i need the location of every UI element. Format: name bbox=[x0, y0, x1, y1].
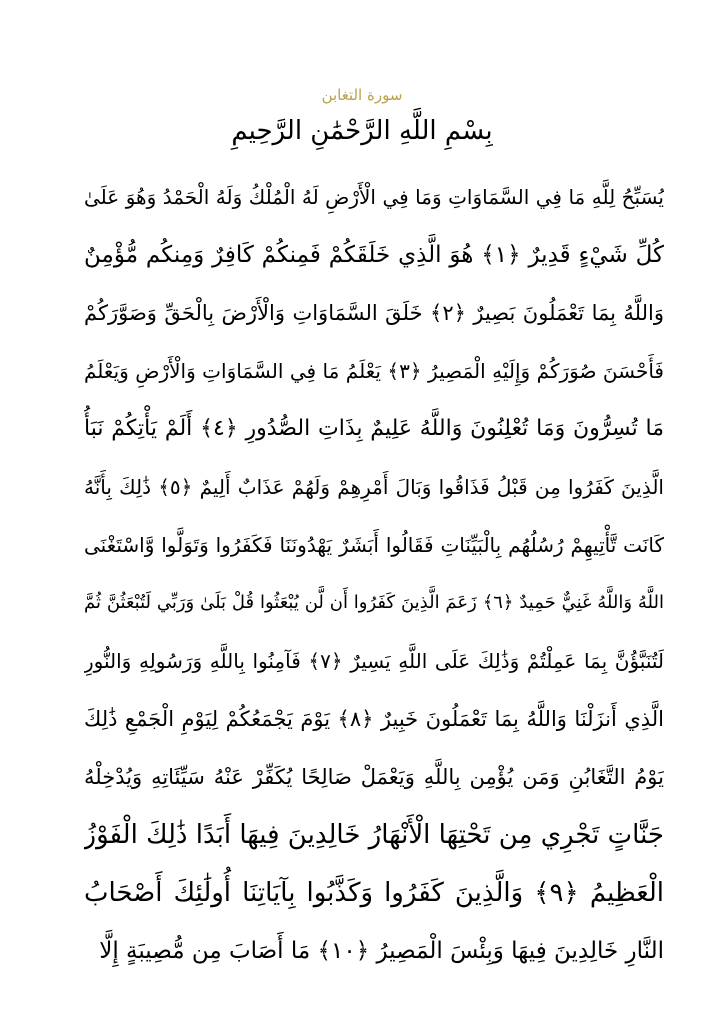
verse-line-2: كُلِّ شَيْءٍ قَدِيرٌ ﴿١﴾ هُوَ الَّذِي خَلَقَكُمْ فَمِنكُمْ كَافِرٌ وَمِنكُم مُّؤْمِنٌ bbox=[84, 242, 664, 268]
verse-line-9: لَتُنَبَّؤُنَّ بِمَا عَمِلْتُمْ وَذَٰلِكَ عَلَى اللَّهِ يَسِيرٌ ﴿٧﴾ فَآمِنُوا بِاللَّهِ وَرَسُولِهِ وَالنُّورِ bbox=[84, 649, 664, 673]
verse-line-6: الَّذِينَ كَفَرُوا مِن قَبْلُ فَذَاقُوا وَبَالَ أَمْرِهِمْ وَلَهُمْ عَذَابٌ أَلِيمٌ ﴿٥﴾ ذَٰلِكَ بِأَنَّهُ bbox=[84, 475, 664, 499]
verse-line-3: وَاللَّهُ بِمَا تَعْمَلُونَ بَصِيرٌ ﴿٢﴾ خَلَقَ السَّمَاوَاتِ وَالْأَرْضَ بِالْحَقِّ وَصَوَّرَكُمْ bbox=[84, 301, 664, 325]
verse-block bbox=[84, 168, 664, 980]
verse-line-14: النَّارِ خَالِدِينَ فِيهَا وَبِئْسَ الْمَصِيرُ ﴿١٠﴾ مَا أَصَابَ مِن مُّصِيبَةٍ إِلَّا bbox=[99, 938, 664, 964]
verse-line-10: الَّذِي أَنزَلْنَا وَاللَّهُ بِمَا تَعْمَلُونَ خَبِيرٌ ﴿٨﴾ يَوْمَ يَجْمَعُكُمْ لِيَوْمِ الْجَمْعِ ذَٰلِكَ bbox=[84, 707, 664, 731]
verse-line-4: فَأَحْسَنَ صُوَرَكُمْ وَإِلَيْهِ الْمَصِيرُ ﴿٣﴾ يَعْلَمُ مَا فِي السَّمَاوَاتِ وَالْأَرْضِ وَيَعْلَمُ bbox=[84, 359, 664, 383]
verse-line-7: كَانَت تَّأْتِيهِمْ رُسُلُهُم بِالْبَيِّنَاتِ فَقَالُوا أَبَشَرٌ يَهْدُونَنَا فَكَفَرُوا وَتَوَلَّوا وَّاسْتَغْنَى bbox=[84, 533, 664, 557]
basmala: بِسْمِ اللَّهِ الرَّحْمَٰنِ الرَّحِيمِ bbox=[231, 116, 493, 146]
verse-line-8: اللَّهُ وَاللَّهُ غَنِيٌّ حَمِيدٌ ﴿٦﴾ زَعَمَ الَّذِينَ كَفَرُوا أَن لَّن يُبْعَثُوا قُلْ بَلَىٰ وَرَبِّي لَتُبْعَثُنَّ ثُمَّ bbox=[84, 592, 664, 613]
verse-line-1: يُسَبِّحُ لِلَّهِ مَا فِي السَّمَاوَاتِ وَمَا فِي الْأَرْضِ لَهُ الْمُلْكُ وَلَهُ الْحَمْدُ وَهُوَ عَلَىٰ bbox=[84, 185, 664, 209]
verse-line-5: مَا تُسِرُّونَ وَمَا تُعْلِنُونَ وَاللَّهُ عَلِيمٌ بِذَاتِ الصُّدُورِ ﴿٤﴾ أَلَمْ يَأْتِكُمْ نَبَأُ bbox=[84, 416, 664, 441]
verse-line-12: جَنَّاتٍ تَجْرِي مِن تَحْتِهَا الْأَنْهَارُ خَالِدِينَ فِيهَا أَبَدًا ذَٰلِكَ الْفَوْزُ bbox=[84, 820, 664, 850]
surah-title: سورة التغابن bbox=[321, 86, 403, 104]
verse-line-11: يَوْمُ التَّغَابُنِ وَمَن يُؤْمِن بِاللَّهِ وَيَعْمَلْ صَالِحًا يُكَفِّرْ عَنْهُ سَيِّئَاتِهِ وَيُدْخِلْهُ bbox=[84, 765, 664, 789]
verse-line-13: الْعَظِيمُ ﴿٩﴾ وَالَّذِينَ كَفَرُوا وَكَذَّبُوا بِآيَاتِنَا أُولَٰئِكَ أَصْحَابُ bbox=[84, 878, 664, 908]
